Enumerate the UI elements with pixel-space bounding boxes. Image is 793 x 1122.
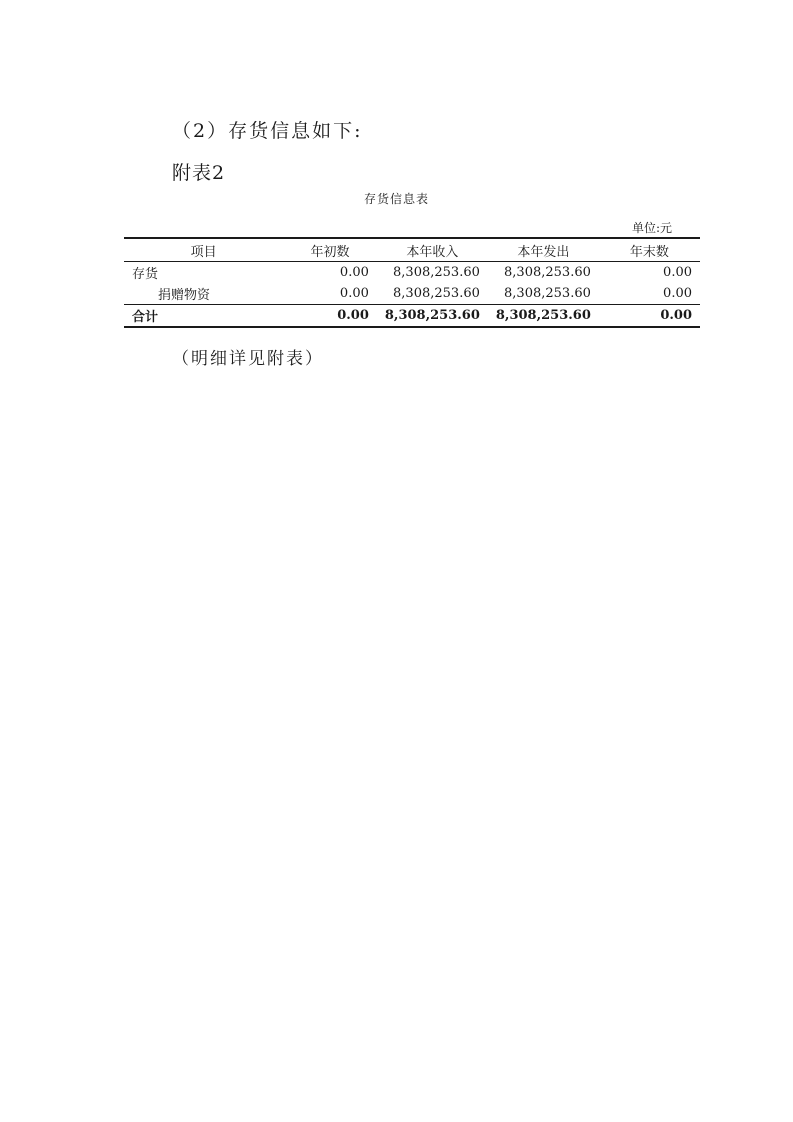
total-name: 合计	[124, 305, 283, 328]
detail-note: （明细详见附表）	[172, 349, 324, 369]
row-received: 8,308,253.60	[393, 286, 480, 301]
appendix-label: 附表2	[172, 162, 226, 184]
header-closing: 年末数	[599, 238, 700, 262]
row-received: 8,308,253.60	[393, 265, 480, 280]
total-closing: 0.00	[599, 305, 700, 328]
section-heading: （2）存货信息如下:	[172, 120, 363, 142]
row-issued: 8,308,253.60	[504, 265, 591, 280]
table-title: 存货信息表	[363, 192, 429, 206]
row-issued: 8,308,253.60	[504, 286, 591, 301]
table-row	[124, 283, 700, 305]
header-received: 本年收入	[377, 238, 488, 262]
table-row	[124, 262, 700, 284]
row-closing: 0.00	[663, 265, 692, 280]
total-opening: 0.00	[283, 305, 377, 328]
inventory-table	[124, 237, 700, 328]
row-opening: 0.00	[339, 286, 369, 301]
header-item: 项目	[124, 238, 283, 262]
row-name: 存货	[132, 267, 159, 282]
row-closing: 0.00	[663, 286, 692, 301]
total-received: 8,308,253.60	[377, 305, 488, 328]
row-name: 捐赠物资	[158, 288, 211, 303]
table-header-row	[124, 238, 700, 262]
row-opening: 0.00	[339, 265, 369, 280]
total-issued: 8,308,253.60	[488, 305, 599, 328]
header-opening: 年初数	[283, 238, 377, 262]
table-total-row	[124, 305, 700, 328]
unit-label: 单位:元	[631, 221, 672, 235]
header-issued: 本年发出	[488, 238, 599, 262]
